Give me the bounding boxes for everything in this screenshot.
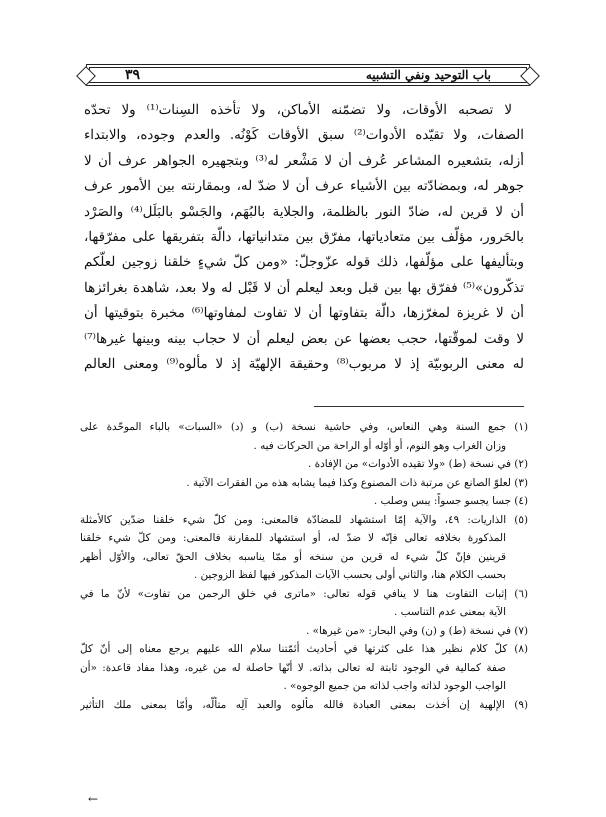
text-line: أزله، بتشعيره المشاعر عُرف أن لا مَشْعر له⁽³⁾ وبتجهيره الجواهر عرف أن لا: [84, 153, 524, 169]
footnote-line: (٣) لعلوّ الصانع عن مرتبة ذات المصنوع وكذا فيما يشابه هذه من الفقرات الآتية .: [186, 476, 528, 489]
main-text: [84, 98, 524, 377]
text-line: لا وقت لموقّتها، حجب بعضها عن بعض ليعلم أن لا حجاب بينه وبينها غيرها⁽⁷⁾: [84, 331, 524, 347]
text-line: وبتأليفها على مؤلّفها، ذلك قوله عزّوجلّ: «ومن كلّ شيءٍ خلقنا زوجين لعلّكم: [84, 255, 524, 271]
footnote-line: (١) جمع السنة وهي النعاس، وفي حاشية نسخة (ب) و (د) «السبات» بالباء الموحّدة على: [80, 421, 528, 433]
footnote-line: (٧) في نسخة (ط) و (ن) وفي البحار: «من غيرها» .: [306, 624, 528, 637]
footnote-separator: [314, 406, 524, 407]
running-title: باب التوحيد ونفي التشبيه: [365, 68, 491, 82]
footnote-line: بحسب الكلام هنا، والثاني أولى بحسب الآيات المذكور فيها لفظ الزوجين .: [193, 569, 506, 581]
footnote-line: (٤) جسا يجسو جسواً: يبس وصلب .: [373, 495, 528, 507]
page-number: ٣٩: [125, 67, 141, 83]
text-line: جوهر له، وبمضادّته بين الأشياء عرف أن لا ضدّ له، وبمقارنته بين الأمور عرف: [84, 179, 524, 195]
footnote-line: (٦) إثبات التفاوت هنا لا ينافي قوله تعالى: «ماترى في خلق الرحمن من تفاوت» لأنّ ما في: [80, 587, 528, 600]
footnote-line: قرينين فإنّ كلّ شيء له قرين من سنخه أو ممّا يناسبه بخلاف الحقّ تعالى، والأوّل أظهر: [80, 550, 506, 563]
footnote-line: وزان الغراب وهو النوم، أو أوّله أو الراحة من الحركات فيه .: [253, 439, 506, 452]
footnotes: [80, 418, 528, 714]
footnote-line: (٥) الذاريات: ٤٩، والآية إمّا استشهاد للمضادّة فالمعنى: ومن كلّ شيء خلقنا ضدّين كالأمثلة: [80, 513, 528, 526]
footnote-line: (٢) في نسخة (ط) «ولا تقيده الأدوات» من الإفادة .: [308, 458, 528, 470]
text-line: أن لا غريزة لمغرّزها، دالّة بتفاوتها أن لا تفاوت لمفاوتها⁽⁶⁾ مخبرة بتوقيتها أن: [84, 306, 524, 322]
footnote-line: الآية بمعنى عدم التناسب .: [394, 606, 506, 618]
text-line: لا تصحبه الأوقات، ولا تضمّنه الأماكن، ولا تأخذه السِنات⁽¹⁾ ولا تحدّه: [84, 103, 512, 118]
footnote-line: (٨) كلّ كلام نظير هذا على كثرتها في أحاديث أئمّتنا سلام الله عليهم يرجع معناه إلى أنّ كلّ: [80, 643, 528, 655]
header-ornament-left: [76, 66, 96, 86]
footnote-line: الواجب الوجود لذاته واجب لذاته من جميع الوجوه» .: [283, 680, 506, 692]
text-line: الصفات، ولا تقيّده الأدوات⁽²⁾ سبق الأوقات كَوْنُه. والعدم وجوده، والابتداء: [84, 128, 524, 144]
footnote-line: صفة كمالية في الوجود ثابتة له تعالى بذاته. لا أنّها حاصلة له من غيره، وهذا مفاد قاعدة: «أن: [80, 661, 506, 674]
continuation-arrow-icon: ←: [88, 792, 99, 806]
text-line: بالحَرور، مؤلّف بين متعادياتها، مفرّق بين متدانياتها، دالّة بتفريقها على مفرّقها،: [84, 230, 524, 246]
text-line: له معنى الربوبيّة إذ لا مربوب⁽⁸⁾ وحقيقة الإلهيّة إذ لا مألوه⁽⁹⁾ ومعنى العالم: [84, 357, 524, 373]
text-line: تذكّرون»⁽⁵⁾ ففرّق بها بين قبل وبعد ليعلم أن لا قَبْل له ولا بعد، شاهدة بغرائزها: [84, 280, 524, 296]
footnote-line: المذكورة بخلافه تعالى فإنّه لا ضدّ له، أو استشهاد للمقارنة فالمعنى: ومن كلّ شيء خلقنا: [80, 532, 506, 544]
footnote-line: (٩) الإلهية إن أخذت بمعنى العبادة فالله مألوه والعبد آلِه متألّه، وأمّا بمعنى ملك التأثير: [80, 698, 528, 711]
text-line: أن لا قرين له، ضادّ النور بالظلمة، والجلاية بالبُهَم، والجَسْو بالبَلَل⁽⁴⁾ والصَرْد: [84, 204, 524, 220]
header-ornament-right: [520, 66, 540, 86]
running-header: [86, 64, 530, 86]
